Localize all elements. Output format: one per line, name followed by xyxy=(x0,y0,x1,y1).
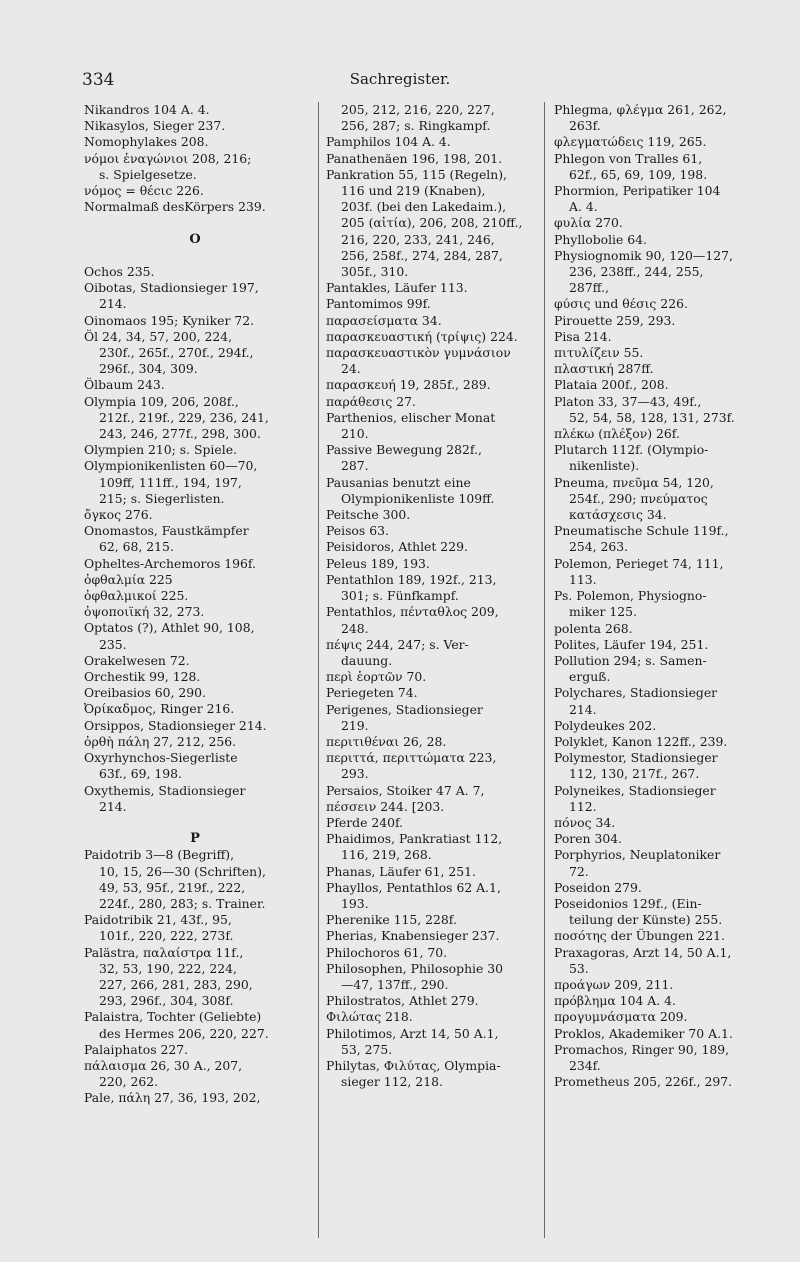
index-entry-line: 256, 258f., 274, 284, 287, xyxy=(341,247,503,263)
index-entry-line: 224f., 280, 283; s. Trainer. xyxy=(99,895,266,911)
index-entry-line: παρασκευαστική (τρίψις) 224. xyxy=(326,328,518,344)
index-entry-line: 53, 275. xyxy=(341,1041,393,1057)
index-entry-line: 32, 53, 190, 222, 224, xyxy=(99,960,237,976)
index-entry-line: 116, 219, 268. xyxy=(341,847,432,863)
index-entry-line: 216, 220, 233, 241, 246, xyxy=(341,231,495,247)
index-entry-line: πρόβλημα 104 A. 4. xyxy=(554,993,676,1009)
index-entry-line: Palästra, παλαίστρα 11f., xyxy=(84,944,244,960)
index-entry-line: Pantakles, Läufer 113. xyxy=(326,280,468,296)
spacer xyxy=(84,815,306,831)
index-entry-line: 293, 296f., 304, 308f. xyxy=(99,993,234,1009)
index-entry-line: Pamphilos 104 A. 4. xyxy=(326,134,451,150)
index-entry-line: Philostratos, Athlet 279. xyxy=(326,993,479,1009)
spacer xyxy=(84,248,306,264)
index-entry-line: προάγων 209, 211. xyxy=(554,976,674,992)
index-entry-line: Olympionikenlisten 60—70, xyxy=(84,458,258,474)
index-entry-line: Promachos, Ringer 90, 189, xyxy=(554,1041,730,1057)
index-entry-line: πέψις 244, 247; s. Ver- xyxy=(326,636,469,652)
index-entry-line: 214. xyxy=(99,798,127,814)
index-entry-line: 205, 212, 216, 220, 227, xyxy=(341,102,495,117)
index-entry-line: Ps. Polemon, Physiogno- xyxy=(554,588,707,604)
index-entry-line: Philotimos, Arzt 14, 50 A.1, xyxy=(326,1025,499,1041)
index-entry-line: 296f., 304, 309. xyxy=(99,361,198,377)
index-entry-line: 72. xyxy=(569,863,589,879)
column-divider xyxy=(318,102,319,1238)
index-entry-line: Poren 304. xyxy=(554,831,623,847)
index-entry-line: 214. xyxy=(569,701,597,717)
index-entry-line: Poseidon 279. xyxy=(554,879,642,895)
index-entry-line: Polites, Läufer 194, 251. xyxy=(554,636,709,652)
index-entry-line: ποσότης der Übungen 221. xyxy=(554,928,725,944)
index-entry-line: Oxyrhynchos-Siegerliste xyxy=(84,750,238,766)
index-entry-line: 109ff, 111ff., 194, 197, xyxy=(99,474,242,490)
index-entry-line: Peitsche 300. xyxy=(326,507,411,523)
index-entry-line: 63f., 69, 198. xyxy=(99,766,182,782)
index-entry-line: Phlegma, φλέγμα 261, 262, xyxy=(554,102,727,117)
index-entry-line: Nikandros 104 A. 4. xyxy=(84,102,210,117)
index-entry-line: A. 4. xyxy=(569,199,598,215)
index-entry-line: Pankration 55, 115 (Regeln), xyxy=(326,166,507,182)
index-entry-line: 227, 266, 281, 283, 290, xyxy=(99,976,253,992)
index-entry-line: 230f., 265f., 270f., 294f., xyxy=(99,345,254,361)
index-entry-line: Physiognomik 90, 120—127, xyxy=(554,247,733,263)
index-entry-line: teilung der Künste) 255. xyxy=(569,912,723,928)
index-entry-line: παρασκευαστικὸν γυμνάσιον xyxy=(326,345,511,361)
index-entry-line: 254f., 290; πνεύματος xyxy=(569,490,708,506)
index-entry-line: Pantomimos 99f. xyxy=(326,296,431,312)
index-entry-line: Pentathlos, πένταθλος 209, xyxy=(326,604,499,620)
index-entry-line: πιτυλίζειν 55. xyxy=(554,345,644,361)
index-entry-line: 254, 263. xyxy=(569,539,629,555)
index-entry-line: Optatos (?), Athlet 90, 108, xyxy=(84,620,255,636)
index-entry-line: 62, 68, 215. xyxy=(99,539,174,555)
index-entry-line: πλαστική 287ff. xyxy=(554,361,654,377)
index-entry-line: 287ff., xyxy=(569,280,609,296)
index-entry-line: Olympien 210; s. Spiele. xyxy=(84,442,237,458)
index-entry-line: Orsippos, Stadionsieger 214. xyxy=(84,717,267,733)
index-entry-line: Phaidimos, Pankratiast 112, xyxy=(326,831,503,847)
index-entry-line: 236, 238ff., 244, 255, xyxy=(569,264,704,280)
index-entry-line: 220, 262. xyxy=(99,1074,159,1090)
index-entry-line: Pneumatische Schule 119f., xyxy=(554,523,729,539)
index-entry-line: 214. xyxy=(99,296,127,312)
index-entry-line: Polychares, Stadionsieger xyxy=(554,685,718,701)
index-entry-line: Olympionikenliste 109ff. xyxy=(341,490,495,506)
index-entry-line: Ochos 235. xyxy=(84,264,155,279)
index-entry-line: nikenliste). xyxy=(569,458,640,474)
index-entry-line: 243, 246, 277f., 298, 300. xyxy=(99,426,261,442)
index-entry-line: 116 und 219 (Knaben), xyxy=(341,183,486,199)
index-entry-line: παρασκευή 19, 285f., 289. xyxy=(326,377,491,393)
column-divider xyxy=(544,102,545,1238)
index-entry-line: 305f., 310. xyxy=(341,264,409,280)
index-entry-line: Olympia 109, 206, 208f., xyxy=(84,393,239,409)
index-entry-line: Pisa 214. xyxy=(554,328,612,344)
index-entry-line: 248. xyxy=(341,620,369,636)
index-entry-line: Orakelwesen 72. xyxy=(84,652,190,668)
index-entry-line: ὄγκος 276. xyxy=(84,507,153,523)
index-entry-line: miker 125. xyxy=(569,604,638,620)
index-entry-line: Pherenike 115, 228f. xyxy=(326,912,457,928)
index-entry-line: Pentathlon 189, 192f., 213, xyxy=(326,571,497,587)
section-letter: P xyxy=(190,831,200,847)
index-entry-line: Paidotribik 21, 43f., 95, xyxy=(84,912,232,928)
index-entry-line: Perigenes, Stadionsieger xyxy=(326,701,483,717)
index-entry-line: νόμοι ἐναγώνιοι 208, 216; xyxy=(84,150,252,166)
index-entry-line: s. Spielgesetze. xyxy=(99,166,197,182)
index-entry-line: Onomastos, Faustkämpfer xyxy=(84,523,249,539)
index-entry-line: 301; s. Fünfkampf. xyxy=(341,588,459,604)
index-entry-line: Praxagoras, Arzt 14, 50 A.1, xyxy=(554,944,732,960)
index-entry-line: dauung. xyxy=(341,652,393,668)
index-entry-line: πάλαισμα 26, 30 A., 207, xyxy=(84,1057,243,1073)
index-entry-line: Φιλώτας 218. xyxy=(326,1009,413,1025)
index-entry-line: 101f., 220, 222, 273f. xyxy=(99,928,234,944)
index-entry-line: Philytas, Φιλύτας, Olympia- xyxy=(326,1057,501,1073)
index-entry-line: Polyneikes, Stadionsieger xyxy=(554,782,716,798)
index-entry-line: Pollution 294; s. Samen- xyxy=(554,652,707,668)
index-entry-line: 52, 54, 58, 128, 131, 273f. xyxy=(569,409,735,425)
spacer xyxy=(84,215,306,231)
index-entry-line: προγυμνάσματα 209. xyxy=(554,1009,688,1025)
index-entry-line: 287. xyxy=(341,458,369,474)
index-entry-line: πόνος 34. xyxy=(554,814,616,830)
index-entry-line: 113. xyxy=(569,571,597,587)
index-entry-line: Platon 33, 37—43, 49f., xyxy=(554,393,702,409)
index-entry-line: 112. xyxy=(569,798,597,814)
index-entry-line: παρασείσματα 34. xyxy=(326,312,442,328)
index-entry-line: νόμος = θέcιc 226. xyxy=(84,183,204,199)
index-entry-line: 112, 130, 217f., 267. xyxy=(569,766,700,782)
index-entry-line: Plataia 200f., 208. xyxy=(554,377,669,393)
index-entry-line: Passive Bewegung 282f., xyxy=(326,442,482,458)
index-entry-line: 205 (αἰτία), 206, 208, 210ff., xyxy=(341,215,523,231)
page-number: 334 xyxy=(82,70,115,90)
index-entry-line: 24. xyxy=(341,361,361,377)
index-entry-line: Pneuma, πνεῦμα 54, 120, xyxy=(554,474,714,490)
index-entry-line: Pausanias benutzt eine xyxy=(326,474,471,490)
index-entry-line: Plutarch 112f. (Olympio- xyxy=(554,442,709,458)
index-entry-line: Philosophen, Philosophie 30 xyxy=(326,960,504,976)
index-entry-line: Parthenios, elischer Monat xyxy=(326,409,496,425)
index-entry-line: Pirouette 259, 293. xyxy=(554,312,676,328)
index-entry-line: 256, 287; s. Ringkampf. xyxy=(341,118,491,134)
index-entry-line: Ölbaum 243. xyxy=(84,377,165,393)
index-entry-line: Nomophylakes 208. xyxy=(84,134,209,150)
index-entry-line: Phanas, Läufer 61, 251. xyxy=(326,863,476,879)
index-entry-line: 53. xyxy=(569,960,589,976)
index-entry-line: Opheltes-Archemoros 196f. xyxy=(84,555,256,571)
index-entry-line: des Hermes 206, 220, 227. xyxy=(99,1025,269,1041)
index-entry-line: πέσσειν 244. [203. xyxy=(326,798,445,814)
index-entry-line: Normalmaß desKörpers 239. xyxy=(84,199,266,215)
index-entry-line: 234f. xyxy=(569,1057,601,1073)
index-entry-line: περιττά, περιττώματα 223, xyxy=(326,750,497,766)
index-entry-line: περὶ ἑορτῶν 70. xyxy=(326,669,427,685)
index-entry-line: Peisidoros, Athlet 229. xyxy=(326,539,468,555)
index-column-2 xyxy=(326,102,536,1090)
index-entry-line: 215; s. Siegerlisten. xyxy=(99,490,225,506)
index-entry-line: polenta 268. xyxy=(554,620,633,636)
index-entry-line: Palaistra, Tochter (Geliebte) xyxy=(84,1009,262,1025)
index-entry-line: Polyklet, Kanon 122ff., 239. xyxy=(554,733,728,749)
index-entry-line: Pherias, Knabensieger 237. xyxy=(326,928,500,944)
index-entry-line: Philochoros 61, 70. xyxy=(326,944,448,960)
index-entry-line: Nikasylos, Sieger 237. xyxy=(84,118,226,134)
index-entry-line: Oibotas, Stadionsieger 197, xyxy=(84,280,259,296)
index-entry-line: φύσις und θέσις 226. xyxy=(554,296,688,312)
index-entry-line: Proklos, Akademiker 70 A.1. xyxy=(554,1025,733,1041)
index-entry-line: Phyllobolie 64. xyxy=(554,231,647,247)
index-entry-line: Prometheus 205, 226f., 297. xyxy=(554,1074,733,1090)
index-entry-line: —47, 137ff., 290. xyxy=(341,976,449,992)
index-entry-line: Palaiphatos 227. xyxy=(84,1041,189,1057)
running-title: Sachregister. xyxy=(349,70,451,88)
index-entry-line: 49, 53, 95f., 219f., 222, xyxy=(99,879,246,895)
index-entry-line: Phlegon von Tralles 61, xyxy=(554,150,703,166)
index-column-1 xyxy=(84,102,306,1107)
index-entry-line: Peleus 189, 193. xyxy=(326,555,430,571)
index-entry-line: 212f., 219f., 229, 236, 241, xyxy=(99,409,269,425)
index-entry-line: Oxythemis, Stadionsieger xyxy=(84,782,246,798)
index-entry-line: Orchestik 99, 128. xyxy=(84,669,201,685)
index-entry-line: Peisos 63. xyxy=(326,523,389,539)
index-entry-line: erguß. xyxy=(569,669,611,685)
index-entry-line: 203f. (bei den Lakedaim.), xyxy=(341,199,507,215)
index-entry-line: sieger 112, 218. xyxy=(341,1074,443,1090)
index-entry-line: Periegeten 74. xyxy=(326,685,418,701)
index-entry-line: Pferde 240f. xyxy=(326,814,404,830)
index-entry-line: Porphyrios, Neuplatoniker xyxy=(554,847,721,863)
index-entry-line: 235. xyxy=(99,636,127,652)
index-entry-line: 219. xyxy=(341,717,369,733)
index-entry-line: Polemon, Perieget 74, 111, xyxy=(554,555,724,571)
index-entry-line: πλέκω (πλέξον) 26f. xyxy=(554,426,680,442)
index-entry-line: Paidotrib 3—8 (Begriff), xyxy=(84,847,235,863)
index-entry-line: ὀρθὴ πάλη 27, 212, 256. xyxy=(84,733,237,749)
index-entry-line: φλεγματώδεις 119, 265. xyxy=(554,134,707,150)
index-entry-line: 10, 15, 26—30 (Schriften), xyxy=(99,863,266,879)
index-entry-line: Panathenäen 196, 198, 201. xyxy=(326,150,503,166)
index-entry-line: κατάσχεσις 34. xyxy=(569,507,667,523)
index-column-3 xyxy=(554,102,790,1090)
index-entry-line: 263f. xyxy=(569,118,601,134)
index-entry-line: ὀφθαλμικοί 225. xyxy=(84,588,189,604)
section-letter: O xyxy=(189,231,201,247)
index-entry-line: Phayllos, Pentathlos 62 A.1, xyxy=(326,879,501,895)
index-entry-line: ὀψοποιϊκή 32, 273. xyxy=(84,604,205,620)
index-entry-line: Phormion, Peripatiker 104 xyxy=(554,183,721,199)
index-entry-line: Oreibasios 60, 290. xyxy=(84,685,207,701)
index-entry-line: Ὀρίκαδμος, Ringer 216. xyxy=(84,701,235,717)
index-entry-line: ὀφθαλμία 225 xyxy=(84,571,173,587)
page-header xyxy=(0,70,800,94)
index-entry-line: Poseidonios 129f., (Ein- xyxy=(554,895,702,911)
index-entry-line: 193. xyxy=(341,895,369,911)
index-entry-line: Polydeukes 202. xyxy=(554,717,657,733)
index-entry-line: Öl 24, 34, 57, 200, 224, xyxy=(84,328,233,344)
index-entry-line: Polymestor, Stadionsieger xyxy=(554,750,718,766)
index-entry-line: παράθεσις 27. xyxy=(326,393,416,409)
index-entry-line: 210. xyxy=(341,426,369,442)
index-entry-line: Pale, πάλη 27, 36, 193, 202, xyxy=(84,1090,261,1106)
index-entry-line: Persaios, Stoiker 47 A. 7, xyxy=(326,782,485,798)
index-entry-line: φυλία 270. xyxy=(554,215,623,231)
index-entry-line: Oinomaos 195; Kyniker 72. xyxy=(84,312,255,328)
index-entry-line: 62f., 65, 69, 109, 198. xyxy=(569,166,708,182)
index-entry-line: περιτιθέναι 26, 28. xyxy=(326,733,447,749)
index-entry-line: 293. xyxy=(341,766,369,782)
